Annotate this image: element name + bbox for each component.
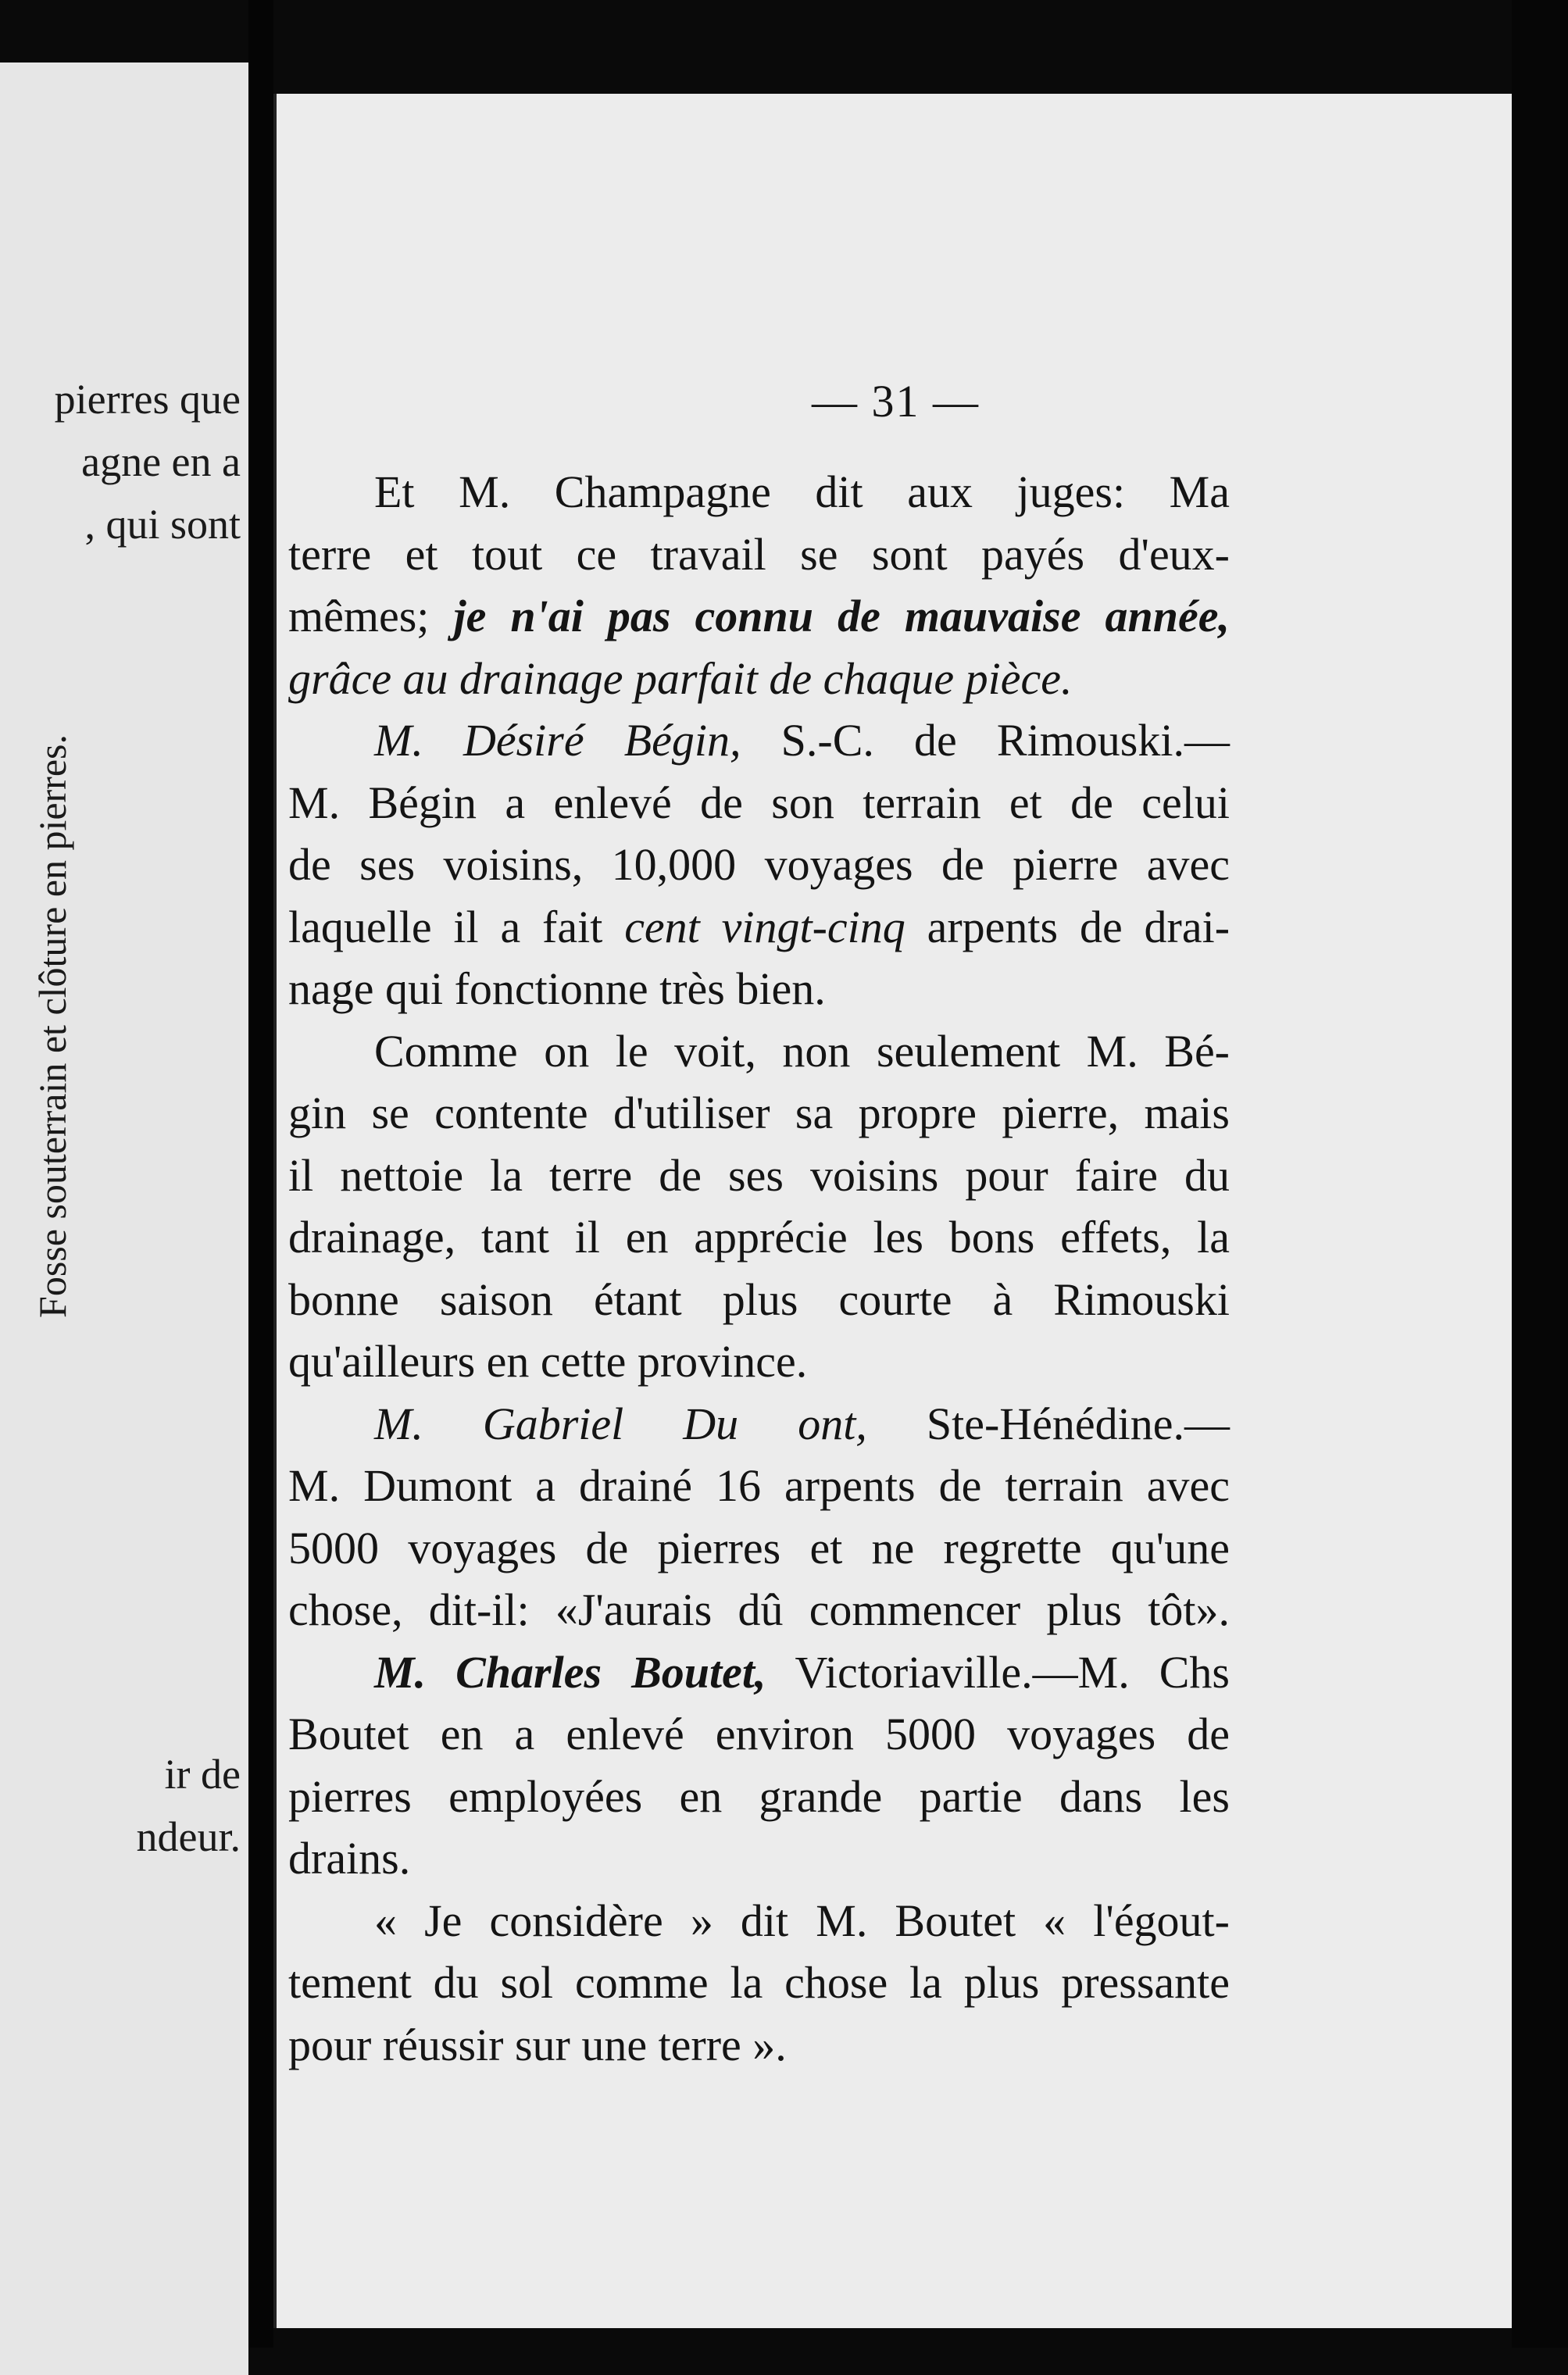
text-line: M. Désiré Bégin, S.-C. de Rimouski.— — [374, 715, 1230, 766]
facing-page-line: pierres que — [54, 376, 241, 423]
text-line: grâce au drainage parfait de chaque pièce. — [288, 652, 1073, 704]
text-line: bonne saison étant plus courte à Rimouski — [288, 1273, 1230, 1325]
text-line: M. Gabriel Du ont, Ste-Hénédine.— — [374, 1398, 1230, 1449]
facing-page-line: ir de — [164, 1751, 241, 1798]
text-line: terre et tout ce travail se sont payés d'eux- — [288, 528, 1230, 580]
page-gutter — [248, 0, 273, 2348]
text-line: M. Bégin a enlevé de son terrain et de celui — [288, 777, 1230, 828]
text-line: M. Dumont a drainé 16 arpents de terrain avec — [288, 1460, 1230, 1511]
text-line: qu'ailleurs en cette province. — [288, 1336, 808, 1387]
text-line: pour réussir sur une terre ». — [288, 2019, 787, 2070]
text-line: pierres employées en grande partie dans les — [288, 1770, 1230, 1822]
text-line: 5000 voyages de pierres et ne regrette qu'une — [288, 1522, 1230, 1573]
text-line: il nettoie la terre de ses voisins pour faire du — [288, 1149, 1230, 1201]
text-line: M. Charles Boutet, Victoriaville.—M. Chs — [374, 1646, 1230, 1698]
book-page — [273, 94, 1515, 2328]
text-line: nage qui fonctionne très bien. — [288, 963, 826, 1014]
text-line: Et M. Champagne dit aux juges: Ma — [374, 466, 1230, 517]
person-name: M. Gabriel Du ont, — [374, 1398, 867, 1449]
scan-border — [1512, 0, 1568, 2348]
facing-page — [0, 62, 248, 2375]
text-line: chose, dit-il: «J'aurais dû commencer plus tôt». — [288, 1584, 1230, 1635]
facing-page-line: agne en a — [81, 438, 241, 485]
text-line: drains. — [288, 1833, 411, 1884]
text-line: tement du sol comme la chose la plus pressante — [288, 1957, 1230, 2008]
facing-page-line: , qui sont — [84, 501, 241, 548]
italic-emphasis: je n'ai pas connu de mauvaise année, — [453, 591, 1230, 641]
italic-emphasis: cent vingt-cinq — [624, 901, 905, 952]
text-line: drainage, tant il en apprécie les bons effets, la — [288, 1212, 1230, 1262]
person-name: M. Désiré Bégin, — [374, 715, 741, 766]
text-line: mêmes; je n'ai pas connu de mauvaise année, — [288, 591, 1230, 641]
text-line: gin se contente d'utiliser sa propre pierre, mais — [288, 1088, 1230, 1138]
text-line: laquelle il a fait cent vingt-cinq arpents de drai- — [288, 901, 1230, 952]
facing-page-caption: Fosse souterrain et clôture en pierres. — [30, 734, 74, 1318]
facing-page-line: ndeur. — [136, 1813, 241, 1860]
text-line: Boutet en a enlevé environ 5000 voyages de — [288, 1709, 1230, 1759]
page-number: — 31 — — [812, 376, 980, 427]
text-line: de ses voisins, 10,000 voyages de pierre avec — [288, 839, 1230, 890]
person-name: M. Charles Boutet, — [374, 1646, 766, 1698]
text-line: Comme on le voit, non seulement M. Bé- — [374, 1025, 1230, 1077]
page-text — [288, 461, 1230, 2076]
text-line: « Je considère » dit M. Boutet « l'égout- — [374, 1895, 1230, 1946]
